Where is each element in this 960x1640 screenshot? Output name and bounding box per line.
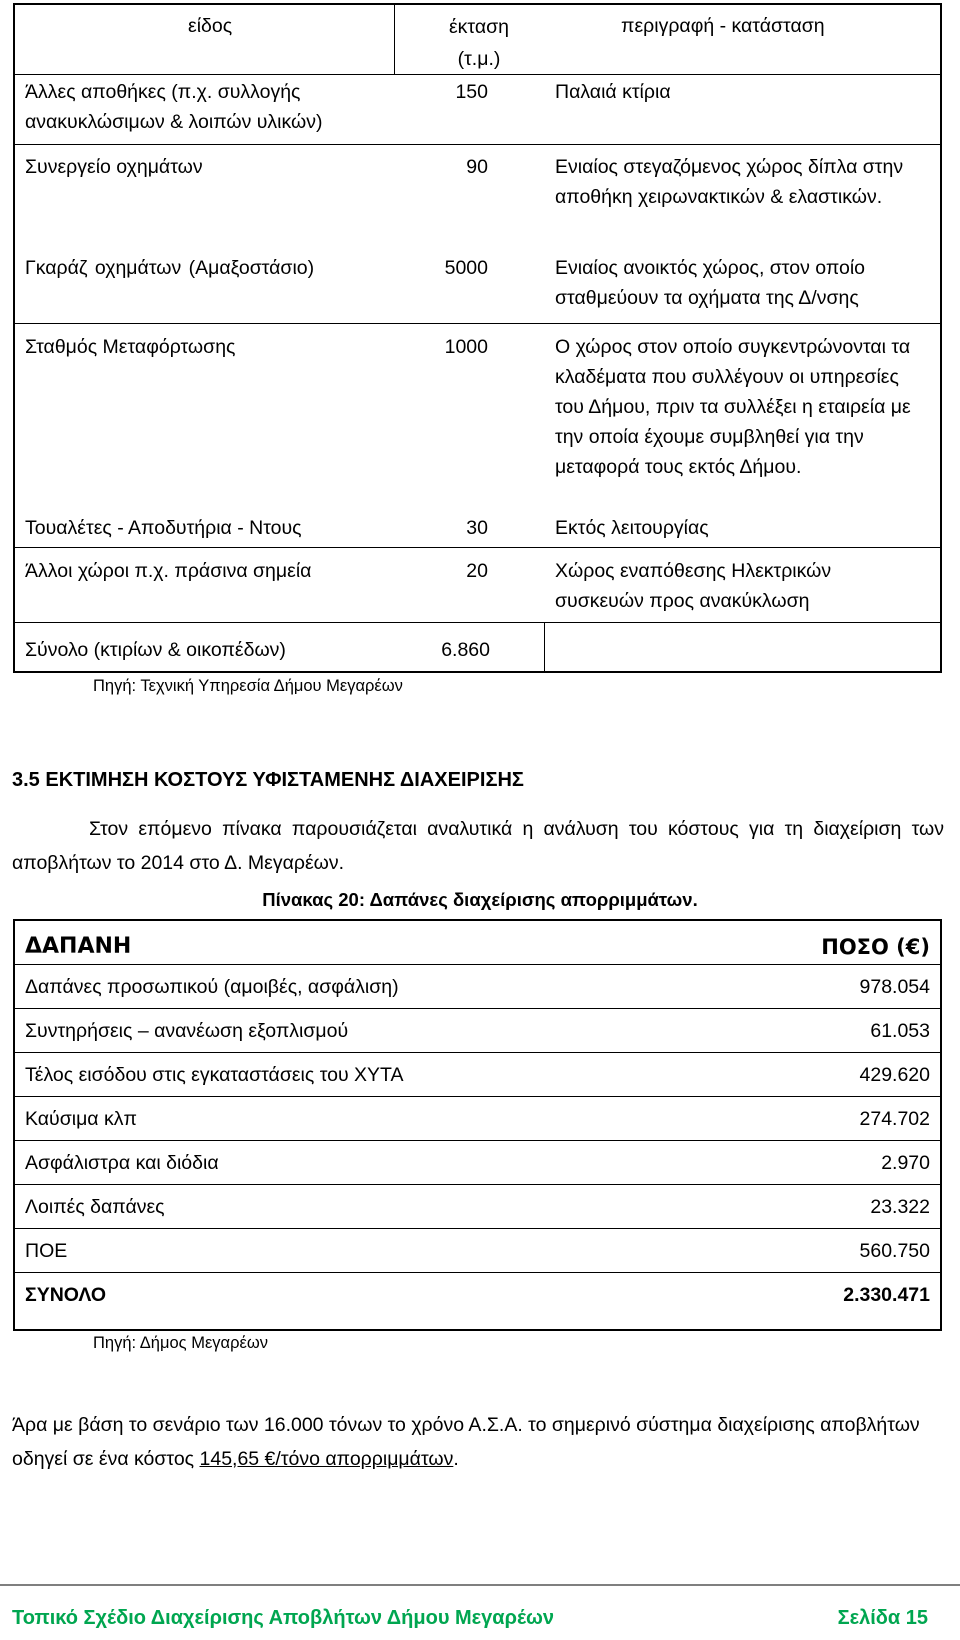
page-number: Σελίδα 15: [837, 1607, 928, 1629]
facility-description: Εκτός λειτουργίας: [555, 517, 709, 539]
table-header-row: [15, 5, 940, 75]
footer-rule: [0, 1584, 960, 1586]
table-caption: Πίνακας 20: Δαπάνες διαχείρισης απορριμμάτων.: [262, 889, 698, 910]
header-expense: ΔΑΠΑΝΗ: [25, 934, 132, 959]
facility-area: 20: [466, 560, 488, 582]
facility-type: Σταθμός Μεταφόρτωσης: [25, 336, 236, 358]
facility-type: Συνεργείο οχημάτων: [25, 156, 203, 178]
facility-type: Άλλοι χώροι π.χ. πράσινα σημεία: [25, 560, 312, 582]
footer-title: Τοπικό Σχέδιο Διαχείρισης Αποβλήτων Δήμου Μεγαρέων: [12, 1607, 555, 1629]
facility-area: 1000: [444, 336, 488, 358]
table-row: [15, 1141, 940, 1185]
facility-area: 30: [466, 517, 488, 539]
expense-value: 560.750: [859, 1240, 930, 1262]
header-area: έκταση (τ.μ.): [448, 16, 510, 70]
costs-source: Πηγή: Δήμος Μεγαρέων: [93, 1334, 268, 1352]
expense-label: Λοιπές δαπάνες: [25, 1196, 165, 1218]
facility-area: 5000: [444, 257, 488, 279]
conclusion-paragraph: [12, 1408, 947, 1476]
table-row: [15, 1185, 940, 1229]
expense-label: Ασφάλιστρα και διόδια: [25, 1152, 219, 1174]
total-value: 6.860: [441, 639, 490, 661]
total-label: Σύνολο (κτιρίων & οικοπέδων): [25, 639, 286, 661]
cost-per-ton: 145,65 €/τόνο απορριμμάτων: [199, 1448, 454, 1470]
expense-value: 2.970: [881, 1152, 930, 1174]
facility-description: Χώρος εναπόθεσης Ηλεκτρικών συσκευών προς ανακύκλωση: [555, 560, 832, 612]
expense-value: 274.702: [859, 1108, 930, 1130]
expense-value: 429.620: [859, 1064, 930, 1086]
facility-description: Ενιαίος ανοικτός χώρος, στον οποίο σταθμεύουν τα οχήματα της Δ/νσης: [555, 257, 866, 309]
facility-area: 90: [466, 156, 488, 178]
table-row: [15, 1009, 940, 1053]
costs-table: [13, 919, 942, 1331]
facility-description: Ενιαίος στεγαζόμενος χώρος δίπλα στην αποθήκη χειρωνακτικών & ελαστικών.: [555, 156, 904, 208]
total-value: 2.330.471: [843, 1284, 930, 1306]
facility-description: Ο χώρος στον οποίο συγκεντρώνονται τα κλαδέματα που συλλέγουν οι υπηρεσίες του Δήμου, πριν τα συλλέξει η εταιρεία με την οποία έχουμε συμβληθεί για την μεταφορά τους εκτός Δήμου.: [555, 336, 911, 478]
expense-label: Τέλος εισόδου στις εγκαταστάσεις του ΧΥΤΑ: [25, 1064, 404, 1086]
expense-label: Συντηρήσεις – ανανέωση εξοπλισμού: [25, 1020, 349, 1042]
facility-description: Παλαιά κτίρια: [555, 81, 671, 103]
expense-value: 23.322: [870, 1196, 930, 1218]
header-type: είδος: [188, 15, 233, 37]
table-row: [15, 1053, 940, 1097]
expense-value: 61.053: [870, 1020, 930, 1042]
section-paragraph: Στον επόμενο πίνακα παρουσιάζεται αναλυτικά η ανάλυση του κόστους για τη διαχείριση των αποβλήτων το 2014 στο Δ. Μεγαρέων.: [12, 818, 944, 874]
facility-area: 150: [455, 81, 488, 103]
facilities-source: Πηγή: Τεχνική Υπηρεσία Δήμου Μεγαρέων: [93, 677, 403, 695]
facility-type: Άλλες αποθήκες (π.χ. συλλογής ανακυκλώσιμων & λοιπών υλικών): [25, 81, 323, 133]
conclusion-text: Άρα με βάση το σενάριο των 16.000 τόνων το χρόνο Α.Σ.Α. το σημερινό σύστημα διαχείρισης αποβλήτων οδηγεί σε ένα κόστος: [12, 1414, 920, 1470]
facility-type: Τουαλέτες - Αποδυτήρια - Ντους: [25, 517, 302, 539]
total-label: ΣΥΝΟΛΟ: [25, 1284, 107, 1306]
table-row: [15, 1097, 940, 1141]
facilities-table: [13, 3, 942, 673]
expense-label: ΠΟΕ: [25, 1240, 68, 1262]
expense-value: 978.054: [859, 976, 930, 998]
table-row: [15, 1229, 940, 1273]
header-amount: ΠΟΣΟ (€): [821, 935, 930, 959]
section-heading: 3.5 ΕΚΤΙΜΗΣΗ ΚΟΣΤΟΥΣ ΥΦΙΣΤΑΜΕΝΗΣ ΔΙΑΧΕΙΡΙΣΗΣ: [12, 769, 524, 791]
header-description: περιγραφή - κατάσταση: [621, 15, 825, 37]
expense-label: Δαπάνες προσωπικού (αμοιβές, ασφάλιση): [25, 976, 399, 998]
table-header-row: [15, 921, 940, 965]
expense-label: Καύσιμα κλπ: [25, 1108, 137, 1130]
conclusion-end: .: [453, 1448, 459, 1470]
table-total-row: [15, 1273, 940, 1317]
table-row: [15, 965, 940, 1009]
facility-type: Γκαράζ οχημάτων (Αμαξοστάσιο): [25, 257, 315, 279]
